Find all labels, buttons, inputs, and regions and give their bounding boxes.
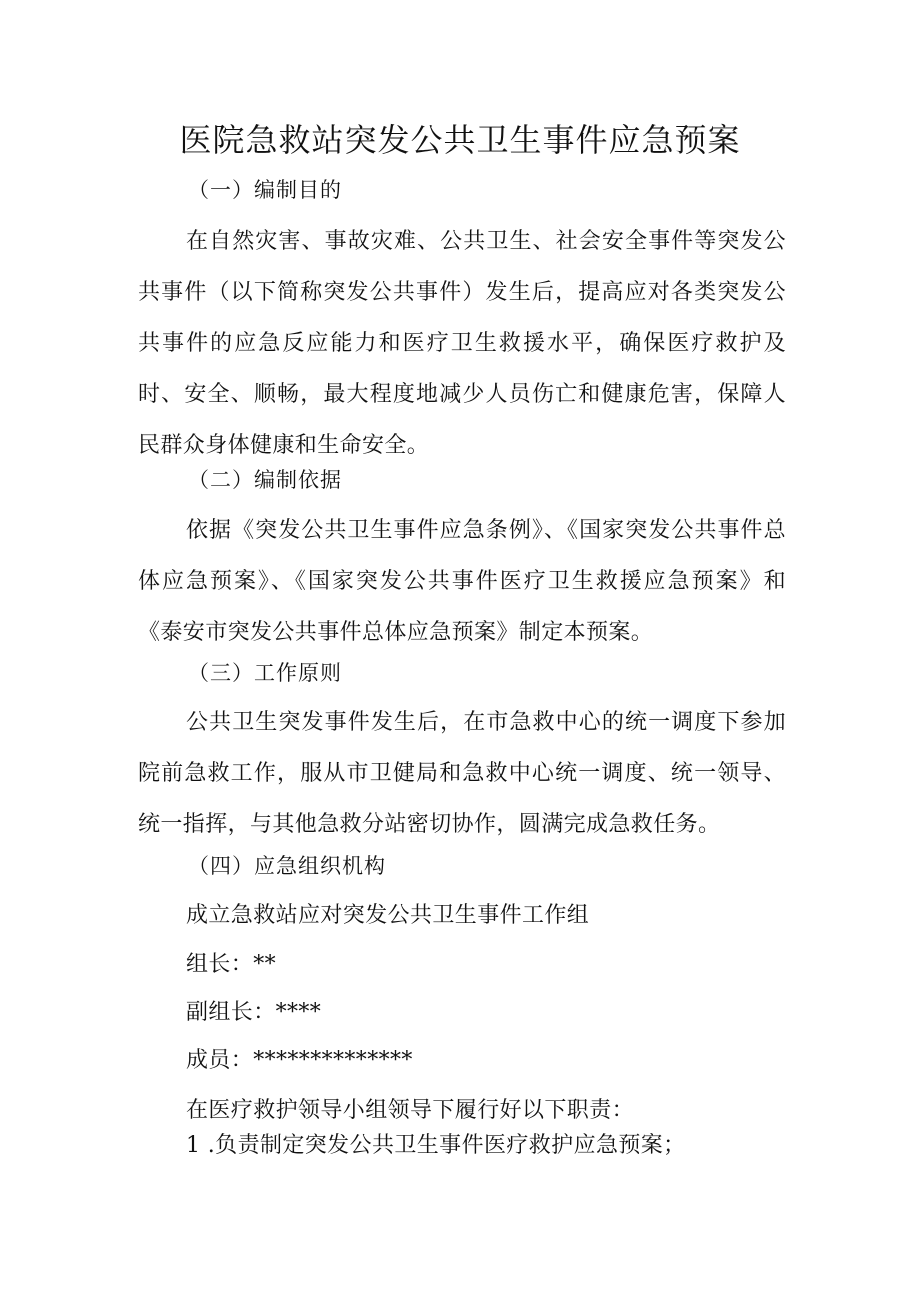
section-heading-organization: （四）应急组织机构 — [188, 854, 386, 878]
section-body-basis: 依据《突发公共卫生事件应急条例》、《国家突发公共事件总体应急预案》、《国家突发公共事件医疗卫生救援应急预案》和《泰安市突发公共事件总体应急预案》制定本预案。 — [138, 518, 786, 645]
section-body-purpose: 在自然灾害、事故灾难、公共卫生、社会安全事件等突发公共事件（以下简称突发公共事件）发生后，提高应对各类突发公共事件的应急反应能力和医疗卫生救援水平，确保医疗救护及时、安全、顺畅，最大程度地减少人员伤亡和健康危害，保障人民群众身体健康和生命安全。 — [138, 229, 786, 458]
section-heading-basis: （二）编制依据 — [188, 468, 342, 492]
section-body-principles: 公共卫生突发事件发生后，在市急救中心的统一调度下参加院前急救工作，服从市卫健局和急救中心统一调度、统一领导、统一指挥，与其他急救分站密切协作，圆满完成急救任务。 — [138, 710, 786, 837]
org-line-workgroup: 成立急救站应对突发公共卫生事件工作组 — [186, 903, 590, 928]
org-line-deputy-leader: 副组长：**** — [186, 1000, 322, 1025]
document-title: 医院急救站突发公共卫生事件应急预案 — [179, 121, 741, 159]
section-heading-purpose: （一）编制目的 — [188, 178, 342, 202]
section-heading-principles: （三）工作原则 — [188, 661, 342, 685]
org-line-duty-1: 1 .负责制定突发公共卫生事件医疗救护应急预案； — [186, 1133, 686, 1158]
org-line-duties-intro: 在医疗救护领导小组领导下履行好以下职责： — [186, 1098, 635, 1123]
org-line-members: 成员：************** — [186, 1048, 413, 1073]
org-line-leader: 组长：** — [186, 952, 277, 977]
